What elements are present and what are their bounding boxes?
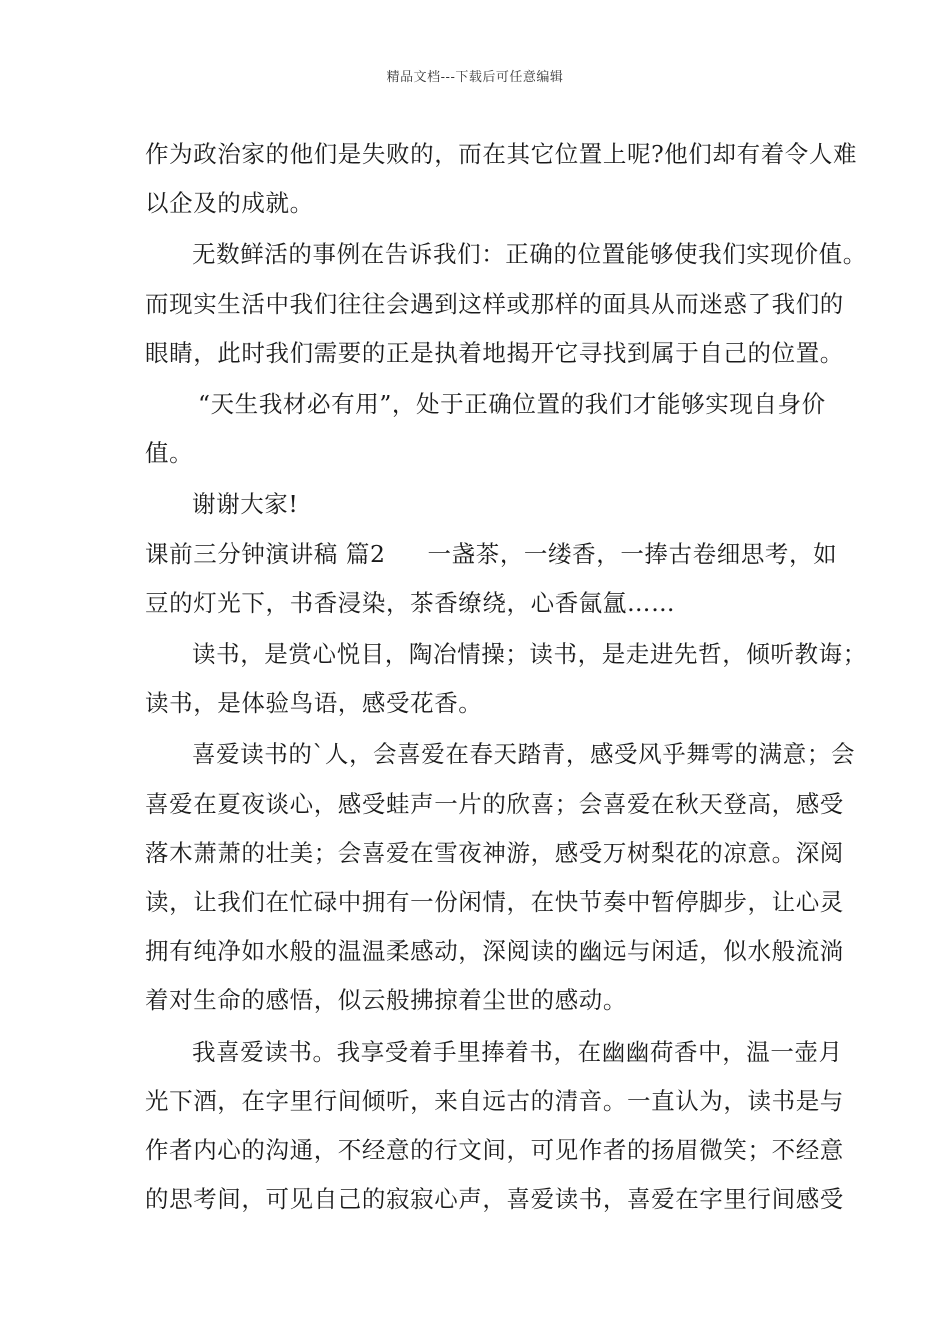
paragraph-line: 光下酒，在字里行间倾听，来自远古的清音。一直认为，读书是与 xyxy=(145,1086,844,1115)
paragraph-line: 而现实生活中我们往往会遇到这样或那样的面具从而迷惑了我们的 xyxy=(145,289,844,318)
paragraph-line: 眼睛，此时我们需要的正是执着地揭开它寻找到属于自己的位置。 xyxy=(145,338,844,367)
paragraph-line: 读，让我们在忙碌中拥有一份闲情，在快节奏中暂停脚步，让心灵 xyxy=(145,888,844,917)
paragraph-line: 豆的灯光下，书香浸染，茶香缭绕，心香氤氲…… xyxy=(145,588,676,617)
paragraph-line: 喜爱在夏夜谈心，感受蛙声一片的欣喜；会喜爱在秋天登高，感受 xyxy=(145,789,844,818)
paragraph-line: 作者内心的沟通，不经意的行文间，可见作者的扬眉微笑；不经意 xyxy=(145,1136,844,1165)
paragraph-line: 喜爱读书的`人，会喜爱在春天踏青，感受风乎舞雩的满意；会 xyxy=(192,740,856,769)
paragraph-line: 落木萧萧的壮美；会喜爱在雪夜神游，感受万树梨花的凉意。深阅 xyxy=(145,838,844,867)
paragraph-line: 一盏茶，一缕香，一捧古卷细思考，如 xyxy=(427,539,838,568)
paragraph-line: 无数鲜活的事例在告诉我们：正确的位置能够使我们实现价值。 xyxy=(192,240,867,269)
page-header: 精品文档---下载后可任意编辑 xyxy=(386,70,564,85)
paragraph-line: 的思考间，可见自己的寂寂心声，喜爱读书，喜爱在字里行间感受 xyxy=(145,1185,844,1214)
paragraph-line: 着对生命的感悟，似云般拂掠着尘世的感动。 xyxy=(145,986,627,1015)
paragraph-line: 拥有纯净如水般的温温柔感动，深阅读的幽远与闲适，似水般流淌 xyxy=(145,937,844,966)
paragraph-line: 读书，是体验鸟语，感受花香。 xyxy=(145,689,483,718)
section-heading-line xyxy=(145,530,838,579)
document-body xyxy=(145,130,867,1224)
paragraph-line: 我喜爱读书。我享受着手里捧着书，在幽幽荷香中，温一壶月 xyxy=(192,1037,843,1066)
paragraph-line: 作为政治家的他们是失败的，而在其它位置上呢?他们却有着令人难 xyxy=(145,140,858,168)
paragraph-line: 谢谢大家! xyxy=(192,490,299,519)
paragraph-line: 以企及的成就。 xyxy=(145,189,314,218)
paragraph-line: 值。 xyxy=(145,439,194,468)
paragraph-line: 读书，是赏心悦目，陶冶情操；读书，是走进先哲，倾听教诲； xyxy=(192,640,867,669)
section-title: 课前三分钟演讲稿 篇2 xyxy=(145,539,386,568)
paragraph-line: “天生我材必有用”，处于正确位置的我们才能够实现自身价 xyxy=(198,390,826,419)
